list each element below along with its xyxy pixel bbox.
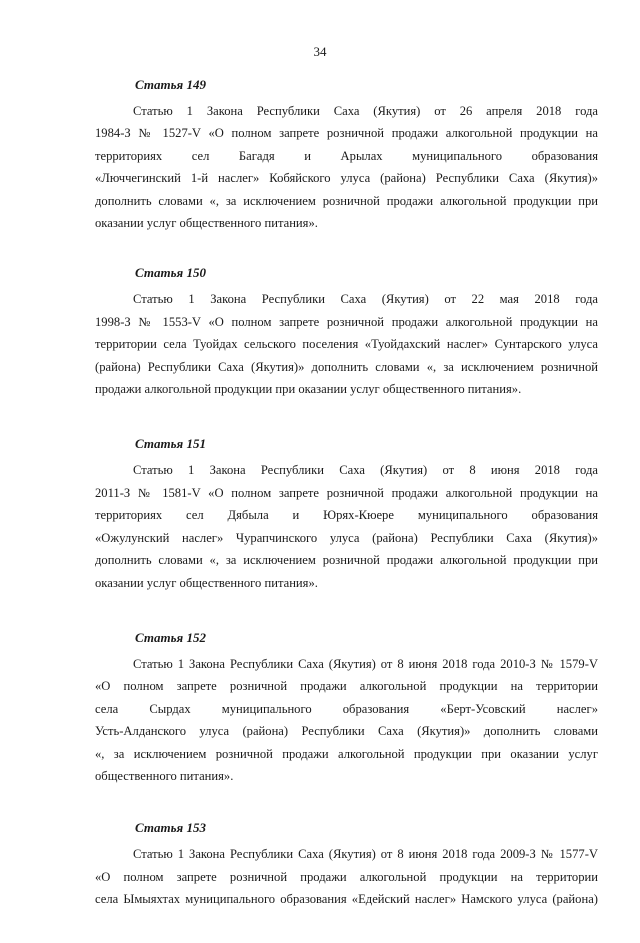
article-line: «Люччегинский 1-й наслег» Кобяйского улуса (района) Республики Саха (Якутия)»: [95, 171, 598, 186]
article-line: «Ожулунский наслег» Чурапчинского улуса (района) Республики Саха (Якутия)»: [95, 530, 598, 545]
article-line: Статью 1 Закона Республики Саха (Якутия) от 8 июня 2018 года 2010-З № 1579-V: [133, 656, 598, 671]
article-line: дополнить словами «, за исключением розничной продажи алкогольной продукции при: [95, 553, 598, 568]
article-line: «, за исключением розничной продажи алкогольной продукции при оказании услуг: [95, 746, 598, 761]
article-title: Статья 150: [135, 265, 206, 281]
article-body: [95, 843, 598, 910]
article-152: [95, 631, 598, 787]
article-line: Статью 1 Закона Республики Саха (Якутия) от 26 апреля 2018 года: [133, 104, 598, 118]
article-title: Статья 153: [135, 820, 206, 836]
page-number: 34: [313, 44, 327, 59]
article-body: [95, 288, 598, 400]
article-title: Статья 151: [135, 436, 206, 452]
article-149: [95, 78, 598, 234]
article-title: Статья 152: [135, 629, 206, 645]
article-line: территории села Туойдах сельского поселения «Туойдахский наслег» Сунтарского улуса: [95, 337, 598, 352]
article-line: оказании услуг общественного питания».: [95, 216, 318, 231]
article-body: [95, 100, 598, 234]
article-line: Статью 1 Закона Республики Саха (Якутия) от 8 июня 2018 года: [133, 463, 598, 478]
article-line: Усть-Алданского улуса (района) Республики Саха (Якутия)» дополнить словами: [95, 724, 598, 739]
article-line: 1984-З № 1527-V «О полном запрете розничной продажи алкогольной продукции на: [95, 126, 598, 141]
article-line: общественного питания».: [95, 768, 234, 783]
article-title: Статья 149: [135, 77, 206, 92]
article-line: Статью 1 Закона Республики Саха (Якутия) от 8 июня 2018 года 2009-З № 1577-V: [133, 847, 598, 862]
article-line: (района) Республики Саха (Якутия)» дополнить словами «, за исключением розничной: [95, 359, 598, 374]
article-line: «О полном запрете розничной продажи алкогольной продукции на территории: [95, 869, 598, 884]
article-line: продажи алкогольной продукции при оказании услуг общественного питания».: [95, 382, 522, 397]
article-line: территориях сел Багадя и Арылах муниципального образования: [95, 148, 598, 163]
article-line: села Ымыяхтах муниципального образования «Едейский наслег» Намского улуса (района): [95, 892, 598, 907]
article-body: [95, 459, 598, 593]
article-151: [95, 437, 598, 593]
article-line: территориях сел Дябыла и Юрях-Кюере муниципального образования: [95, 508, 598, 523]
article-line: 1998-З № 1553-V «О полном запрете розничной продажи алкогольной продукции на: [95, 314, 598, 329]
article-line: «О полном запрете розничной продажи алкогольной продукции на территории: [95, 679, 598, 694]
article-150: [95, 266, 598, 400]
article-line: 2011-З № 1581-V «О полном запрете розничной продажи алкогольной продукции на: [95, 485, 598, 500]
article-body: [95, 653, 598, 787]
article-line: оказании услуг общественного питания».: [95, 575, 318, 590]
article-line: Статью 1 Закона Республики Саха (Якутия) от 22 мая 2018 года: [133, 292, 598, 307]
articles-container: [95, 78, 598, 943]
article-line: дополнить словами «, за исключением розничной продажи алкогольной продукции при: [95, 193, 598, 208]
article-153: [95, 821, 598, 910]
article-line: села Сырдах муниципального образования «Берт-Усовский наслег»: [95, 701, 598, 716]
